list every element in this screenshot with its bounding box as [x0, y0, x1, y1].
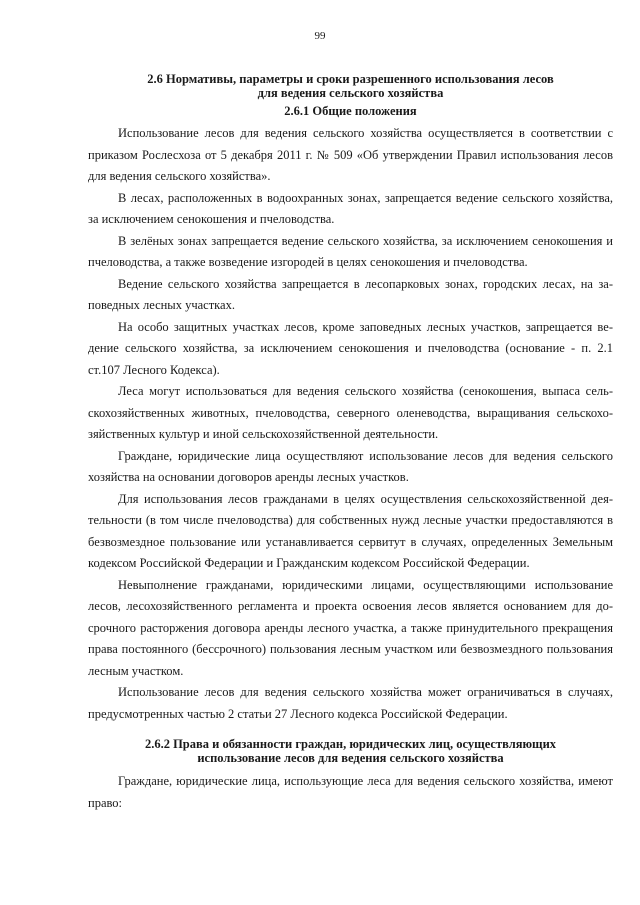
paragraph-10: Использование лесов для ведения сельского хозяйства может ограничиваться в случаях, предусмотренных частью 2 статьи 27 Лесного кодекса Российской Федерации. — [88, 685, 613, 721]
final-paragraph: Граждане, юридические лица, использующие леса для ведения сельского хозяйства, имеют право: — [88, 774, 613, 810]
page-number: 99 — [314, 30, 326, 42]
section-2-title-line-2: использование лесов для ведения сельского хозяйства — [197, 751, 504, 765]
paragraph-1: Использование лесов для ведения сельского хозяйства осуществляется в соответствии с приказом Рослесхоза от 5 декабря 2011 г. № 509 «Об утверждении Правил использования лесов для ведения сельского хозяйства». — [88, 126, 613, 183]
section-2-title — [88, 737, 613, 765]
paragraph-2: В лесах, расположенных в водоохранных зонах, запрещается ведение сельского хозяйства, за исключением сенокошения и пчеловодства. — [88, 190, 613, 226]
paragraph-7: Граждане, юридические лица осуществляют использование лесов для ведения сельского хозяйства на основании договоров аренды лесных участков. — [88, 448, 613, 484]
paragraph-9: Невыполнение гражданами, юридическими лицами, осуществляющими использование лесов, лесохозяйственного регламента и проекта освоения лесов является основанием для досрочного расторжения договора аренды лесного участка, а также принудительного прекращения права постоянного (бессрочного) пользования лесным участком или безвозмездного пользования лесным участком. — [88, 577, 613, 678]
page-content — [88, 72, 613, 814]
paragraph-6: Леса могут использоваться для ведения сельского хозяйства (сенокошения, выпаса сельскохозяйственных животных, пчеловодства, северного оленеводства, выращивания сельскохозяйственных культур и иной сельскохозяйственной деятельности. — [88, 384, 613, 441]
section-2-title-line-1: 2.6.2 Права и обязанности граждан, юридических лиц, осуществляющих — [144, 737, 557, 751]
subsection-title: 2.6.1 Общие положения — [284, 104, 417, 118]
paragraph-8: Для использования лесов гражданами в целях осуществления сельскохозяйственной деятельности (в том числе пчеловодства) для собственных нужд лесные участки предоставляются в безвозмездное пользование или устанавливается сервитут в случаях, определенных Земельным кодексом Российской Федерации и Гражданским кодексом Российской Федерации. — [88, 491, 613, 570]
paragraph-4: Ведение сельского хозяйства запрещается в лесопарковых зонах, городских лесах, на заповедных лесных участках. — [88, 276, 613, 312]
section-title-line-2: для ведения сельского хозяйства — [257, 86, 444, 100]
section-title — [88, 72, 613, 100]
paragraph-3: В зелёных зонах запрещается ведение сельского хозяйства, за исключением сенокошения и пчеловодства, а также возведение изгородей в целях сенокошения и пчеловодства. — [88, 233, 613, 269]
paragraph-5: На особо защитных участках лесов, кроме заповедных лесных участков, запрещается ведение сельского хозяйства, за исключением сенокошения и пчеловодства (основание - п. 2.1 ст.107 Лесного Кодекса). — [88, 319, 613, 377]
section-title-line-1: 2.6 Нормативы, параметры и сроки разрешенного использования лесов — [147, 72, 554, 86]
